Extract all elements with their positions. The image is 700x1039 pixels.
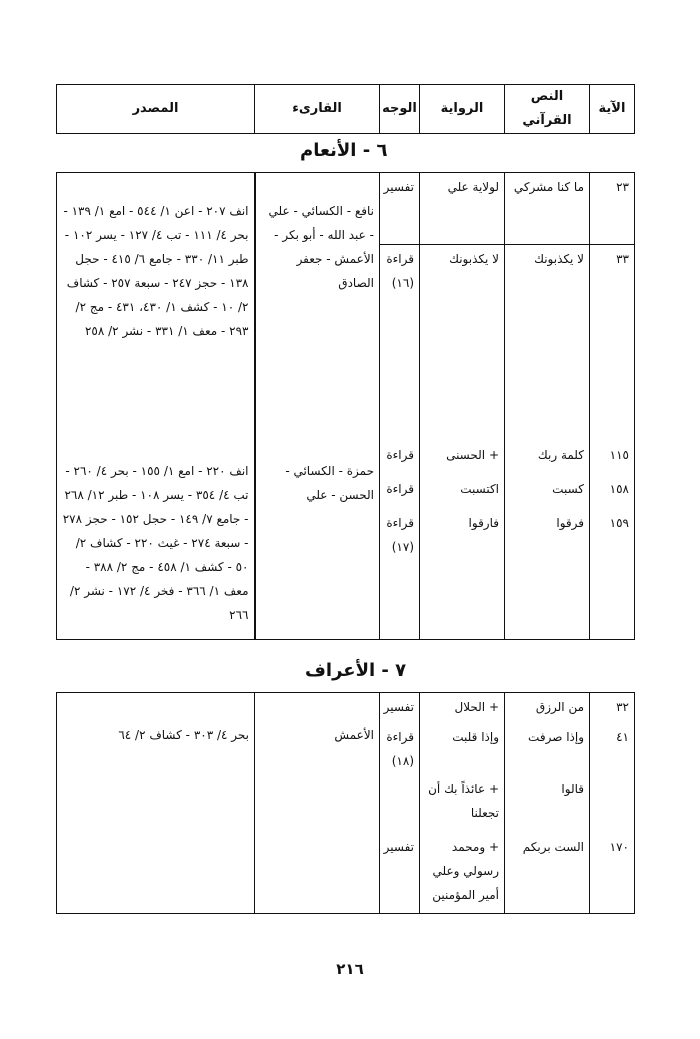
quran-text: لا يكذبونك: [505, 245, 590, 442]
masdar-text: [62, 695, 249, 723]
wajh-text: [380, 775, 420, 833]
aya-number: ١٥٨: [590, 475, 635, 509]
quran-text: وإذا صرفت: [505, 723, 590, 775]
riwaya-text: وإذا قلبت: [420, 723, 505, 775]
header-nass: النص القرآني: [505, 85, 590, 134]
masdar-text: [62, 391, 249, 425]
masdar-cell: [57, 693, 255, 914]
masdar-text: [62, 425, 249, 459]
wajh-text: تفسير: [380, 693, 420, 723]
masdar-text: انف ٢٢٠ - امع ١/ ١٥٥ - بحر ٤/ ٢٦٠ - تب ٤/ ٣٥٤ - يسر ١٠٨ - طبر ١٢/ ٢٦٨ - جامع ٧/ ١٤٩ - حجل ١٥٢ - حجز ٢٧٨ - سبعة ٢٧٤ - غيث ٢٢٠ - كشاف ٢/ ٥٠ - كشف ١/ ٤٥٨ - مج ٢/ ٣٨٨ - معف ١/ ٣٦٦ - فخر ٤/ ١٧٢ - نشر ٢/ ٢٦٦: [62, 464, 249, 622]
quran-text: قالوا: [505, 775, 590, 833]
wajh-text: قراءة: [380, 441, 420, 475]
aya-number: ١١٥: [590, 441, 635, 475]
qari-text: [261, 391, 375, 425]
table-row: [57, 693, 635, 723]
masdar-text: بحر ٤/ ٣٠٣ - كشاف ٢/ ٦٤: [118, 728, 249, 742]
riwaya-text: + ومحمد رسولي وعلي أمير المؤمنين: [420, 833, 505, 914]
qari-text: [261, 175, 375, 199]
qari-text: [260, 695, 374, 723]
aya-number: ١٧٠: [590, 833, 635, 914]
wajh-text: قراءة: [380, 475, 420, 509]
masdar-text: [62, 175, 249, 199]
header-masdar: المصدر: [57, 85, 255, 134]
masdar-cell: [57, 173, 255, 640]
wajh-text: قراءة (١٧): [380, 509, 420, 639]
riwaya-text: اكتسبت: [420, 475, 505, 509]
wajh-text: قراءة (١٨): [380, 723, 420, 775]
qari-text: [260, 775, 374, 833]
quran-text: الست بربكم: [505, 833, 590, 914]
header-wajh: الوجه: [380, 85, 420, 134]
quran-text: كلمة ربك: [505, 441, 590, 475]
quran-text: ما كنا مشركي: [505, 173, 590, 245]
riwaya-text: لولاية علي: [420, 173, 505, 245]
qari-text: نافع - الكسائي - علي - عبد الله - أبو بكر - الأعمش - جعفر الصادق: [268, 204, 374, 290]
wajh-text: تفسير: [380, 173, 420, 245]
header-aya: الآية: [590, 85, 635, 134]
qari-text: حمزة - الكسائي - الحسن - علي: [285, 464, 374, 502]
header-riwaya: الرواية: [420, 85, 505, 134]
masdar-text: [62, 775, 249, 833]
aya-number: ٣٣: [590, 245, 635, 442]
section-table: [56, 172, 635, 640]
qari-text: [261, 425, 375, 459]
wajh-text: قراءة (١٦): [380, 245, 420, 442]
header-row: [57, 85, 635, 134]
header-table: [56, 84, 635, 134]
quran-text: من الرزق: [505, 693, 590, 723]
page-number: ٢١٦: [336, 960, 364, 978]
qari-text: الأعمش: [334, 728, 374, 742]
riwaya-text: لا يكذبونك: [420, 245, 505, 442]
aya-number: ٣٢: [590, 693, 635, 723]
aya-number: [590, 775, 635, 833]
section-title: ٧ - الأعراف: [305, 660, 407, 681]
riwaya-text: + عائذاً بك أن تجعلنا: [420, 775, 505, 833]
qari-cell: [255, 173, 380, 640]
riwaya-text: + الحلال: [420, 693, 505, 723]
aya-number: ٢٣: [590, 173, 635, 245]
qari-cell: [255, 693, 380, 914]
wajh-text: تفسير: [380, 833, 420, 914]
quran-text: فرقوا: [505, 509, 590, 639]
aya-number: ٤١: [590, 723, 635, 775]
quran-text: كسبت: [505, 475, 590, 509]
riwaya-text: + الحسنى: [420, 441, 505, 475]
aya-number: ١٥٩: [590, 509, 635, 639]
section-table: [56, 692, 635, 914]
masdar-text: انف ٢٠٧ - اعن ١/ ٥٤٤ - امع ١/ ١٣٩ - بحر ٤/ ١١١ - تب ٤/ ١٢٧ - يسر ١٠٢ - طبر ١١/ ٣٣٠ - جامع ٦/ ٤١٥ - حجل ١٣٨ - حجز ٢٤٧ - سبعة ٢٥٧ - كشاف ٢/ ١٠ - كشف ١/ ٤٣٠، ٤٣١ - مج ٢/ ٢٩٣ - معف ١/ ٣٣١ - نشر ٢/ ٢٥٨: [63, 204, 249, 338]
table-row: [57, 173, 635, 245]
header-qari: القارىء: [255, 85, 380, 134]
section-title: ٦ - الأنعام: [300, 140, 388, 161]
riwaya-text: فارقوا: [420, 509, 505, 639]
